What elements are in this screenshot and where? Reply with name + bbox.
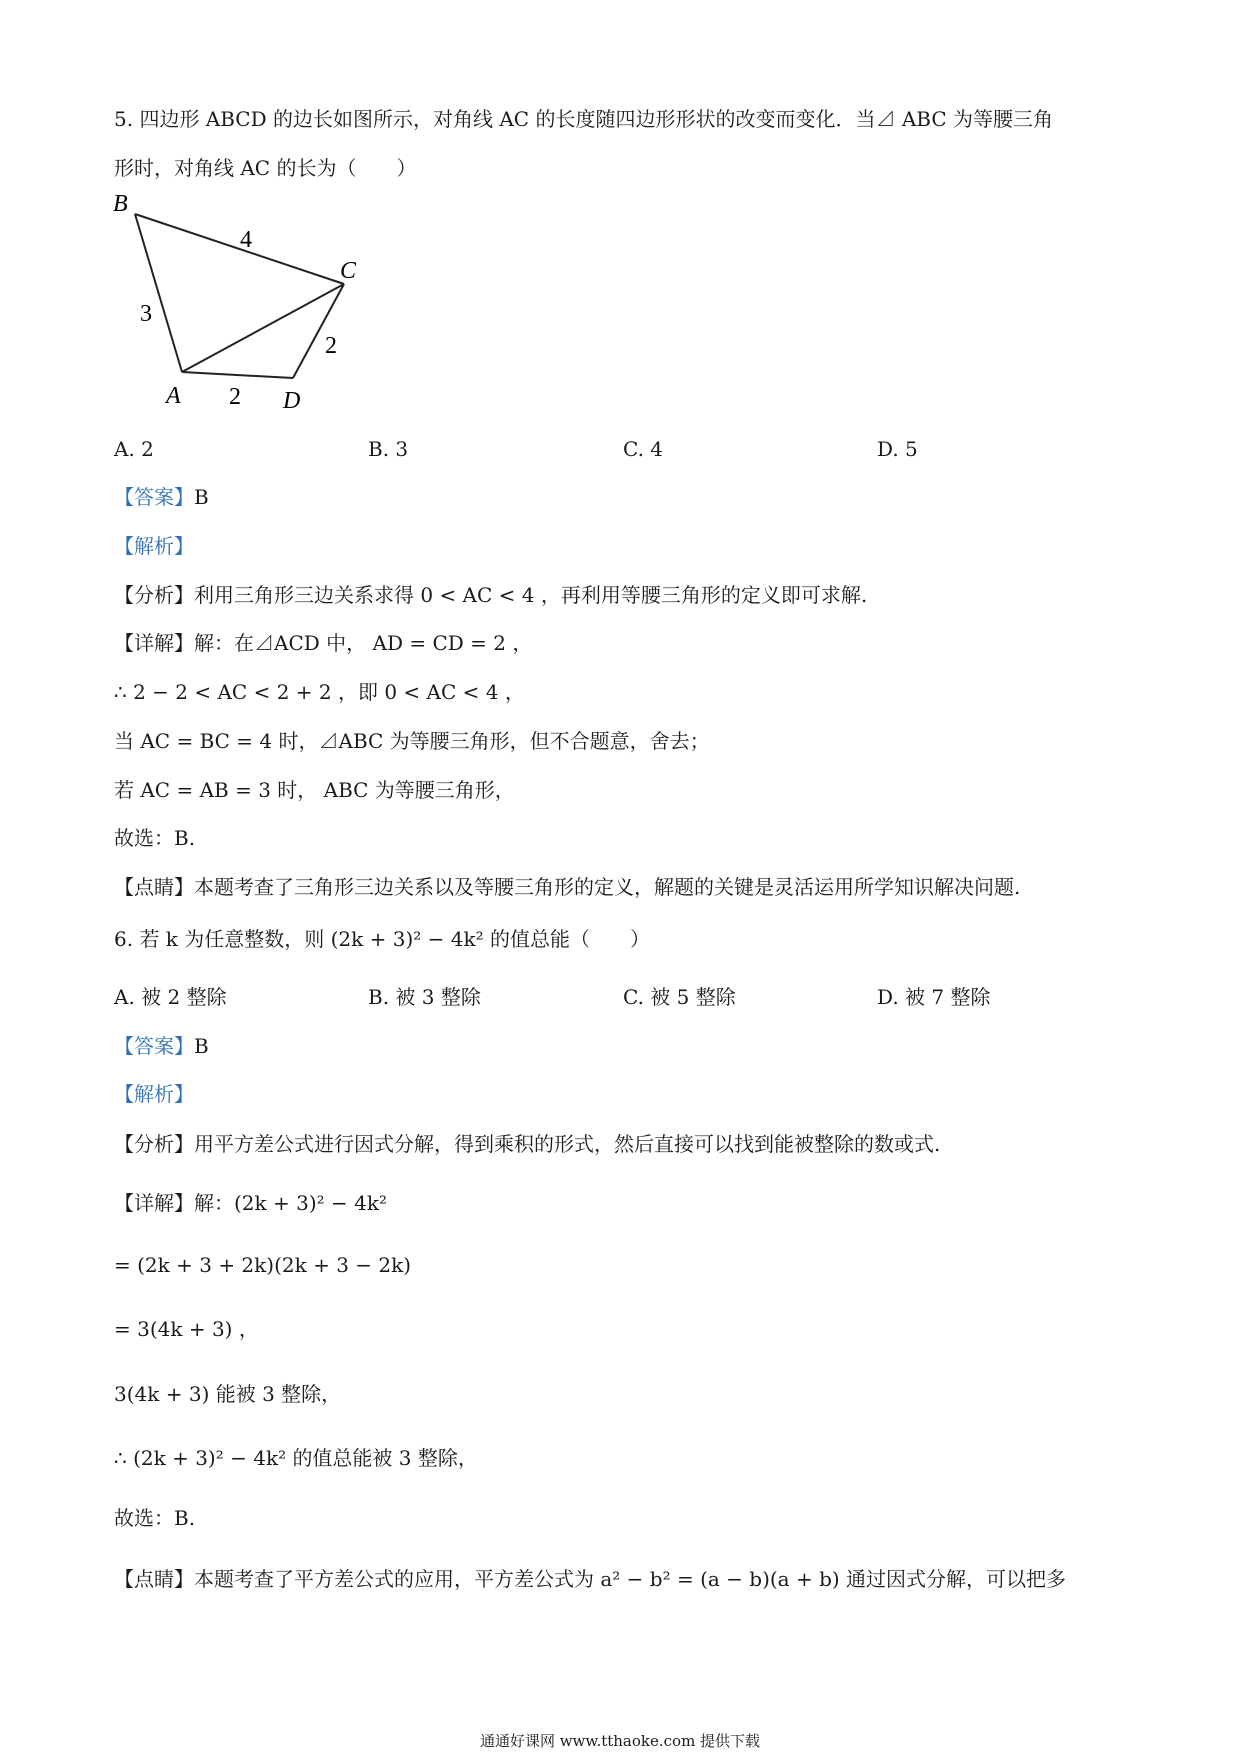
q5-stem-line1: 5. 四边形 ABCD 的边长如图所示，对角线 AC 的长度随四边形形状的改变而变化．当⊿ ABC 为等腰三角 <box>114 107 1053 131</box>
q5-xiangjie-line3: 当 AC = BC = 4 时，⊿ABC 为等腰三角形，但不合题意，舍去； <box>114 729 710 753</box>
xiangjie-text: 解：(2k + 3)² − 4k² <box>194 1191 387 1215</box>
answer-value: B <box>194 1034 209 1058</box>
fenxi-text: 利用三角形三边关系求得 0 < AC < 4 ，再利用等腰三角形的定义即可求解. <box>194 583 868 607</box>
answer-value: B <box>194 485 209 509</box>
q6-jiexi-tag: 【解析】 <box>114 1082 194 1106</box>
dianjing-text: 本题考查了平方差公式的应用，平方差公式为 a² − b² = (a − b)(a + b) 通过因式分解，可以把多 <box>194 1567 1067 1591</box>
q5-xiangjie-line1 <box>114 629 532 657</box>
q5-dianjing <box>114 873 1020 901</box>
fenxi-tag: 【分析】 <box>114 583 194 607</box>
q5-xiangjie-line2: ∴ 2 − 2 < AC < 2 + 2 ，即 0 < AC < 4 ， <box>114 680 525 704</box>
vertex-label-a: A <box>166 383 181 409</box>
q6-xiangjie-line1 <box>114 1189 387 1217</box>
q6-xiangjie-line2: = (2k + 3 + 2k)(2k + 3 − 2k) <box>114 1253 412 1277</box>
xiangjie-tag: 【详解】 <box>114 631 194 655</box>
vertex-label-d: D <box>283 388 301 414</box>
q5-option-a: A. 2 <box>114 437 154 461</box>
q6-option-d: D. 被 7 整除 <box>877 985 991 1009</box>
q6-option-a: A. 被 2 整除 <box>114 985 227 1009</box>
dianjing-tag: 【点睛】 <box>114 1567 194 1591</box>
vertex-label-c: C <box>340 258 357 284</box>
q6-xiangjie-line5: ∴ (2k + 3)² − 4k² 的值总能被 3 整除， <box>114 1446 478 1470</box>
answer-tag: 【答案】 <box>114 1034 194 1058</box>
fenxi-tag: 【分析】 <box>114 1132 194 1156</box>
vertex-label-b: B <box>113 191 128 217</box>
q5-xiangjie-line5: 故选：B. <box>114 826 196 850</box>
answer-tag: 【答案】 <box>114 485 194 509</box>
xiangjie-tag: 【详解】 <box>114 1191 194 1215</box>
q6-xiangjie-line4: 3(4k + 3) 能被 3 整除， <box>114 1382 342 1406</box>
q6-stem: 6. 若 k 为任意整数，则 (2k + 3)² − 4k² 的值总能（ ） <box>114 927 650 951</box>
q5-option-d: D. 5 <box>877 437 918 461</box>
q5-option-b: B. 3 <box>368 437 409 461</box>
q6-option-b: B. 被 3 整除 <box>368 985 481 1009</box>
edge-label-cd: 2 <box>325 333 337 359</box>
q5-option-c: C. 4 <box>623 437 664 461</box>
q6-dianjing <box>114 1565 1066 1593</box>
q6-answer <box>114 1032 209 1060</box>
q6-fenxi <box>114 1130 940 1158</box>
xiangjie-text: 解：在⊿ACD 中， AD = CD = 2 ， <box>194 631 533 655</box>
dianjing-text: 本题考查了三角形三边关系以及等腰三角形的定义，解题的关键是灵活运用所学知识解决问题. <box>194 875 1021 899</box>
edge-label-bc: 4 <box>240 227 252 253</box>
footer-watermark: 通通好课网 www.tthaoke.com 提供下载 <box>479 1732 761 1750</box>
edge-label-ab: 3 <box>140 301 152 327</box>
fenxi-text: 用平方差公式进行因式分解，得到乘积的形式，然后直接可以找到能被整除的数或式. <box>194 1132 941 1156</box>
quadrilateral-figure <box>100 190 380 420</box>
q6-option-c: C. 被 5 整除 <box>623 985 736 1009</box>
q6-xiangjie-line3: = 3(4k + 3) ， <box>114 1317 259 1341</box>
edge-ad <box>182 372 293 378</box>
q5-xiangjie-line4: 若 AC = AB = 3 时， ABC 为等腰三角形， <box>114 778 515 802</box>
q5-jiexi-tag: 【解析】 <box>114 534 194 558</box>
q5-stem-line2: 形时，对角线 AC 的长为（ ） <box>114 156 417 180</box>
edge-ab <box>135 214 182 372</box>
q5-answer <box>114 483 209 511</box>
q6-xiangjie-line6: 故选：B. <box>114 1506 196 1530</box>
edge-label-ad: 2 <box>229 384 241 410</box>
dianjing-tag: 【点睛】 <box>114 875 194 899</box>
q5-fenxi <box>114 581 867 609</box>
